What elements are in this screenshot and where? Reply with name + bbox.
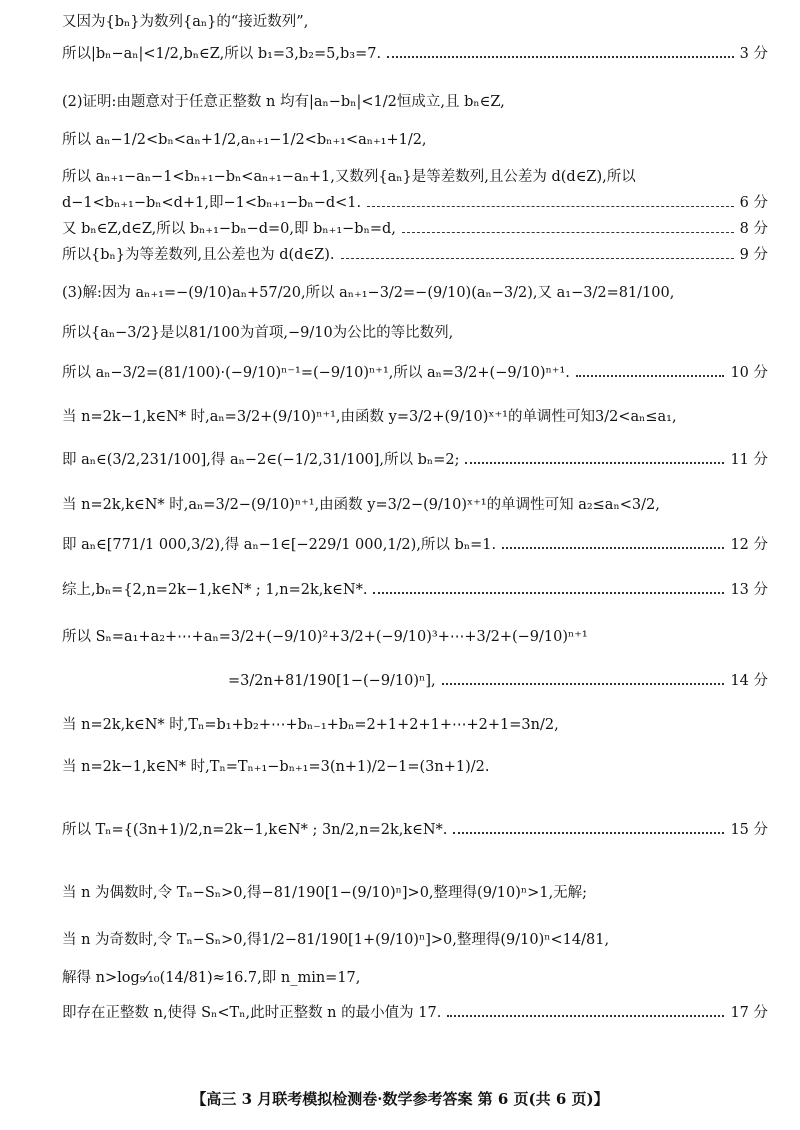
line-text: 所以 Sₙ=a₁+a₂+⋯+aₙ=3/2+(−9/10)²+3/2+(−9/10)³+⋯+3/2+(−9/10)ⁿ⁺¹ <box>62 629 588 645</box>
line-text: 当 n=2k−1,k∈N* 时,aₙ=3/2+(9/10)ⁿ⁺¹,由函数 y=3/2+(9/10)ˣ⁺¹的单调性可知3/2<aₙ≤a₁, <box>62 409 677 425</box>
dotted-leader <box>502 547 724 549</box>
score-mark: 12 分 <box>730 537 768 553</box>
solution-line <box>62 407 768 427</box>
solution-line <box>62 219 768 239</box>
line-text: 综上,bₙ={2,n=2k−1,k∈N* ; 1,n=2k,k∈N*. <box>62 582 368 598</box>
line-text: 即 aₙ∈[771/1 000,3/2),得 aₙ−1∈[−229/1 000,1/2),所以 bₙ=1. <box>62 537 497 553</box>
solution-line <box>62 820 768 840</box>
line-text: 所以 Tₙ={(3n+1)/2,n=2k−1,k∈N* ; 3n/2,n=2k,k∈N*. <box>62 822 448 838</box>
solution-line <box>62 757 768 777</box>
line-text: 所以 aₙ−1/2<bₙ<aₙ+1/2,aₙ₊₁−1/2<bₙ₊₁<aₙ₊₁+1/2, <box>62 132 427 148</box>
solution-line <box>62 130 768 150</box>
solution-line <box>62 12 768 32</box>
dotted-leader <box>442 683 725 685</box>
score-mark: 9 分 <box>739 247 768 263</box>
line-text: 又因为{bₙ}为数列{aₙ}的“接近数列”, <box>62 14 309 30</box>
line-text: 当 n=2k,k∈N* 时,Tₙ=b₁+b₂+⋯+bₙ₋₁+bₙ=2+1+2+1+⋯+2+1=3n/2, <box>62 717 559 733</box>
score-mark: 11 分 <box>730 452 768 468</box>
solution-line <box>62 92 768 112</box>
solution-line <box>62 323 768 343</box>
line-text: =3/2n+81/190[1−(−9/10)ⁿ], <box>228 673 436 689</box>
solution-line <box>62 495 768 515</box>
solution-line <box>62 450 768 470</box>
line-text: 当 n=2k,k∈N* 时,aₙ=3/2−(9/10)ⁿ⁺¹,由函数 y=3/2−(9/10)ˣ⁺¹的单调性可知 a₂≤aₙ<3/2, <box>62 497 660 513</box>
score-mark: 17 分 <box>730 1005 768 1021</box>
score-mark: 6 分 <box>739 195 768 211</box>
line-text: 所以 aₙ₊₁−aₙ−1<bₙ₊₁−bₙ<aₙ₊₁−aₙ+1,又数列{aₙ}是等差数列,且公差为 d(d∈Z),所以 <box>62 169 636 185</box>
solution-line <box>62 193 768 213</box>
line-text: 所以{aₙ−3/2}是以81/100为首项,−9/10为公比的等比数列, <box>62 325 454 341</box>
solution-line <box>62 930 768 950</box>
solution-line <box>62 968 768 988</box>
dotted-leader <box>465 462 724 464</box>
score-mark: 15 分 <box>730 822 768 838</box>
score-mark: 3 分 <box>739 46 768 62</box>
solution-line <box>62 363 768 383</box>
score-mark: 13 分 <box>730 582 768 598</box>
solution-line <box>62 44 768 64</box>
dashed-leader <box>402 232 734 233</box>
dotted-leader <box>373 592 724 594</box>
dashed-leader <box>367 206 734 207</box>
solution-line <box>62 715 768 735</box>
line-text: (2)证明:由题意对于任意正整数 n 均有|aₙ−bₙ|<1/2恒成立,且 bₙ∈Z, <box>62 94 505 110</box>
dotted-leader <box>447 1015 724 1017</box>
score-mark: 14 分 <box>730 673 768 689</box>
dashed-leader <box>341 258 734 259</box>
line-text: (3)解:因为 aₙ₊₁=−(9/10)aₙ+57/20,所以 aₙ₊₁−3/2=−(9/10)(aₙ−3/2),又 a₁−3/2=81/100, <box>62 285 675 301</box>
solution-line <box>62 580 768 600</box>
dotted-leader <box>453 832 724 834</box>
line-text: 所以{bₙ}为等差数列,且公差也为 d(d∈Z). <box>62 247 335 263</box>
dotted-leader <box>387 56 734 58</box>
line-text: 又 bₙ∈Z,d∈Z,所以 bₙ₊₁−bₙ−d=0,即 bₙ₊₁−bₙ=d, <box>62 221 396 237</box>
solution-line <box>62 283 768 303</box>
line-text: 所以 aₙ−3/2=(81/100)·(−9/10)ⁿ⁻¹=(−9/10)ⁿ⁺¹,所以 aₙ=3/2+(−9/10)ⁿ⁺¹. <box>62 365 570 381</box>
solution-line <box>62 883 768 903</box>
solution-line <box>228 671 768 691</box>
page-footer: 【高三 3 月联考模拟检测卷·数学参考答案 第 6 页(共 6 页)】 <box>191 1090 609 1108</box>
line-text: 所以|bₙ−aₙ|<1/2,bₙ∈Z,所以 b₁=3,b₂=5,b₃=7. <box>62 46 382 62</box>
line-text: 即 aₙ∈(3/2,231/100],得 aₙ−2∈(−1/2,31/100],所以 bₙ=2; <box>62 452 460 468</box>
solution-line <box>62 167 768 187</box>
solution-line <box>62 627 768 647</box>
dotted-leader <box>576 375 725 377</box>
line-text: 当 n=2k−1,k∈N* 时,Tₙ=Tₙ₊₁−bₙ₊₁=3(n+1)/2−1=(3n+1)/2. <box>62 759 490 775</box>
line-text: 当 n 为奇数时,令 Tₙ−Sₙ>0,得1/2−81/190[1+(9/10)ⁿ]>0,整理得(9/10)ⁿ<14/81, <box>62 932 610 948</box>
line-text: d−1<bₙ₊₁−bₙ<d+1,即−1<bₙ₊₁−bₙ−d<1. <box>62 195 362 211</box>
line-text: 解得 n>log₉⁄₁₀(14/81)≈16.7,即 n_min=17, <box>62 970 361 986</box>
line-text: 即存在正整数 n,使得 Sₙ<Tₙ,此时正整数 n 的最小值为 17. <box>62 1005 442 1021</box>
solution-line <box>62 1003 768 1023</box>
solution-line <box>62 535 768 555</box>
score-mark: 10 分 <box>730 365 768 381</box>
solution-line <box>62 245 768 265</box>
score-mark: 8 分 <box>739 221 768 237</box>
line-text: 当 n 为偶数时,令 Tₙ−Sₙ>0,得−81/190[1−(9/10)ⁿ]>0,整理得(9/10)ⁿ>1,无解; <box>62 885 588 901</box>
